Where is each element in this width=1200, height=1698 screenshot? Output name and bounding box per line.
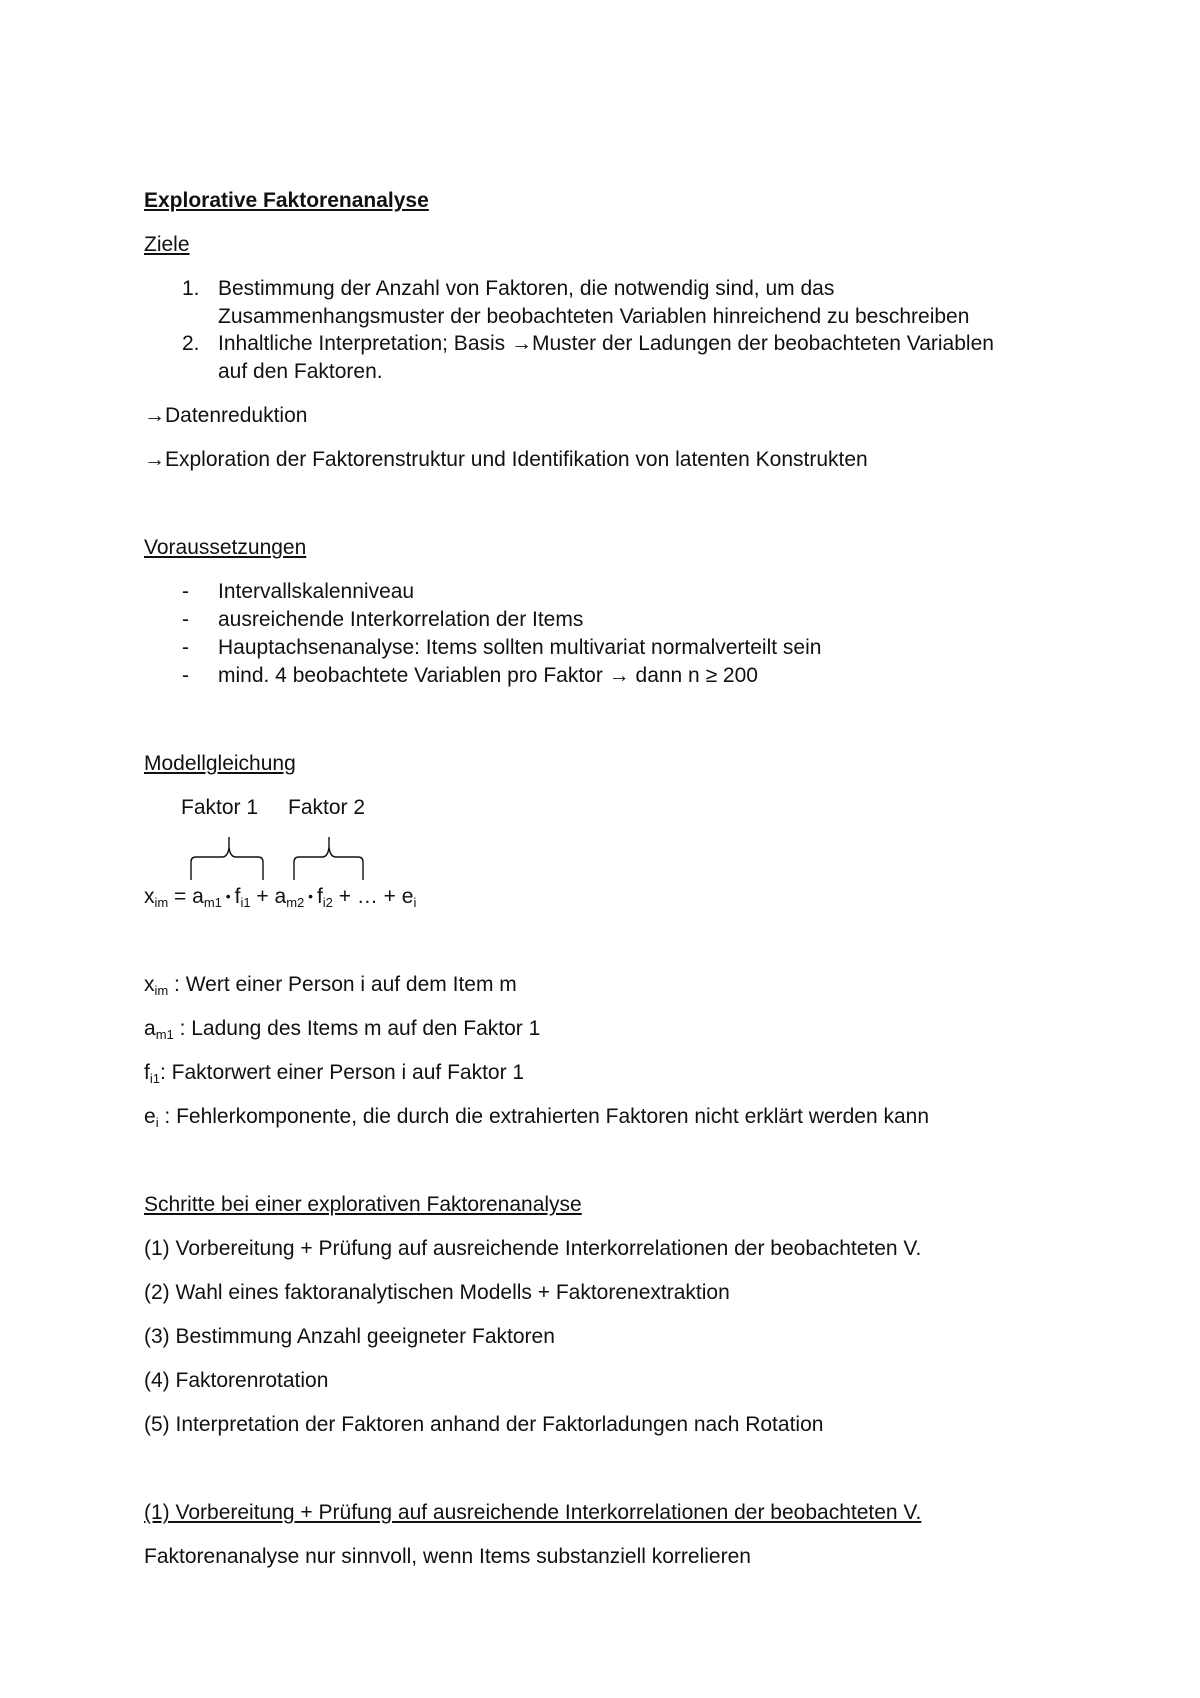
eq-dot: • [304,888,317,904]
eq-f1: f [234,885,241,908]
list-number: 2. [182,332,200,355]
list-dash: - [182,580,189,603]
list-item-text: Inhaltliche Interpretation; Basis →Muster der Ladungen der beobachteten Variablen [218,332,994,355]
arrow-line: →Exploration der Faktorenstruktur und Identifikation von latenten Konstrukten [144,448,868,471]
eq-plus-ellipsis: + … + [332,885,402,908]
list-dash: - [182,664,189,687]
list-item-text: Zusammenhangsmuster der beobachteten Variablen hinreichend zu beschreiben [218,305,970,328]
eq-a2-sub: m2 [286,895,305,910]
list-dash: - [182,636,189,659]
model-equation [144,884,416,911]
eq-a1: a [192,885,204,908]
definition-line: $a_{m1}$ : Ladung des Items m auf den Faktor 1 [144,1017,541,1042]
step-item: (5) Interpretation der Faktoren anhand der Faktorladungen nach Rotation [144,1413,824,1436]
section1-heading: (1) Vorbereitung + Prüfung auf ausreichende Interkorrelationen der beobachteten V. [144,1501,922,1524]
list-item-text: Intervallskalenniveau [218,580,415,603]
list-item-text: ausreichende Interkorrelation der Items [218,608,584,631]
eq-plus: + [250,885,275,908]
definition-line: $e_i$ : Fehlerkomponente, die durch die extrahierten Faktoren nicht erklärt werden kann [144,1105,929,1130]
eq-f2: f [316,885,323,908]
brace-faktor2 [294,837,363,880]
ziele-heading: Ziele [144,233,190,256]
section1-text: Faktorenanalyse nur sinnvoll, wenn Items substanziell korrelieren [144,1545,751,1568]
list-number: 1. [182,277,200,300]
eq-a2: a [274,885,287,908]
step-item: (4) Faktorenrotation [144,1369,329,1392]
list-item-text: auf den Faktoren. [218,360,383,383]
faktor1-label: Faktor 1 [181,796,259,819]
list-item-text: Bestimmung der Anzahl von Faktoren, die notwendig sind, um das [218,277,835,300]
faktor2-label: Faktor 2 [288,796,366,819]
list-item-text: Hauptachsenanalyse: Items sollten multivariat normalverteilt sein [218,636,822,659]
eq-a1-sub: m1 [203,895,222,910]
voraussetzungen-heading: Voraussetzungen [144,536,307,559]
eq-x-sub: im [154,895,169,910]
eq-equals: = [168,885,193,908]
modellgleichung-heading: Modellgleichung [144,752,296,775]
step-item: (3) Bestimmung Anzahl geeigneter Faktoren [144,1325,555,1348]
eq-f1-sub: i1 [240,895,251,910]
step-item: (2) Wahl eines faktoranalytischen Modells + Faktorenextraktion [144,1281,730,1304]
eq-dot: • [221,888,235,904]
list-item-text: mind. 4 beobachtete Variablen pro Faktor → dann n ≥ 200 [218,664,758,687]
eq-e: e [401,885,414,908]
schritte-heading: Schritte bei einer explorativen Faktorenanalyse [144,1193,582,1216]
eq-f2-sub: i2 [322,895,333,910]
definition-line: $f_{i1}$: Faktorwert einer Person i auf Faktor 1 [144,1061,525,1086]
step-item: (1) Vorbereitung + Prüfung auf ausreichende Interkorrelationen der beobachteten V. [144,1237,922,1260]
definition-line: $x_{im}$ : Wert einer Person i auf dem Item m [144,973,517,998]
arrow-line: →Datenreduktion [144,404,308,427]
eq-e-sub: i [413,895,417,910]
document-title: Explorative Faktorenanalyse [144,189,429,212]
list-dash: - [182,608,189,631]
eq-x: x [144,885,155,908]
brace-faktor1 [191,837,263,880]
